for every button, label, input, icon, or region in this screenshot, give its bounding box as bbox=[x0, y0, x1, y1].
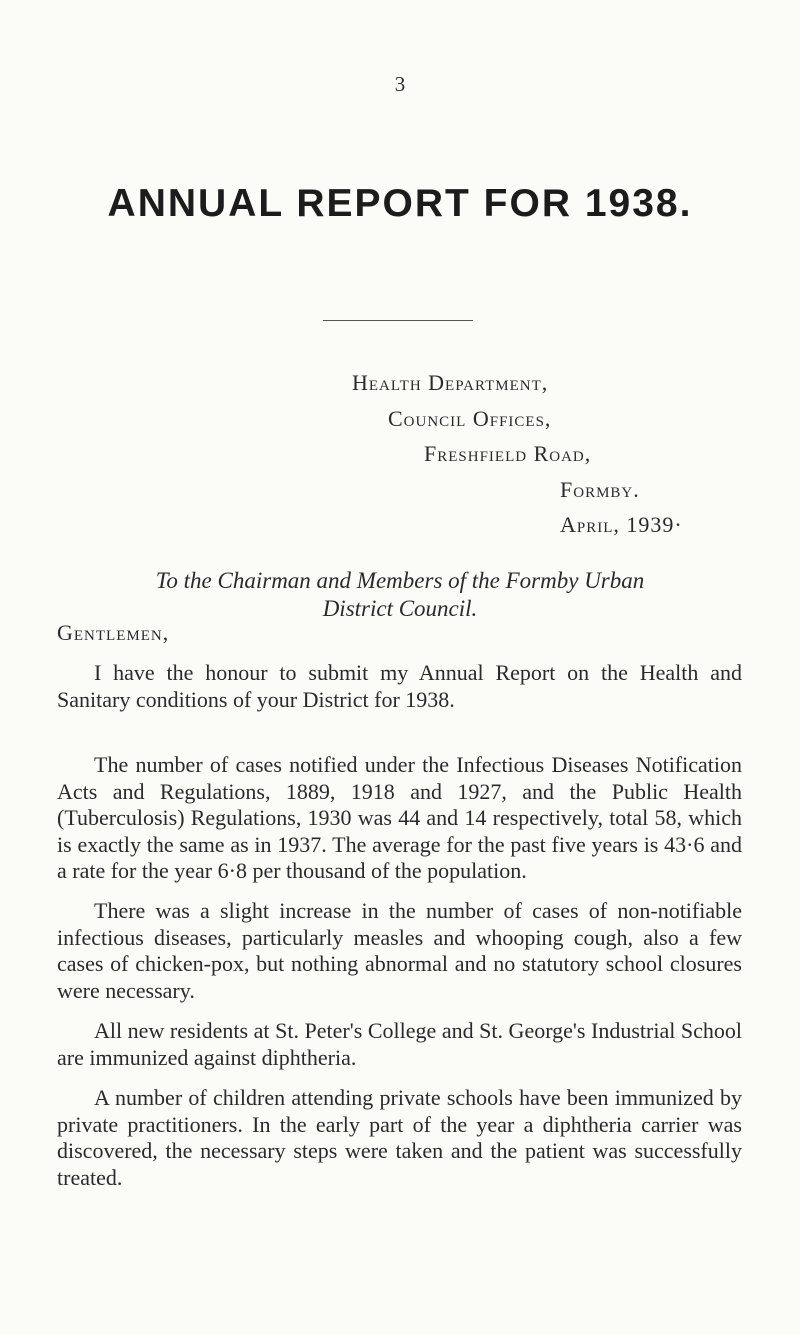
paragraph-non-notifiable: There was a slight increase in the number of cases of non-notifiable infectious diseases, particularly measles and whooping cough, also a few cases of chicken-pox, but nothing abnormal and no statutory school closures were necessary. bbox=[57, 898, 742, 1003]
page-number: 3 bbox=[394, 72, 406, 96]
paragraph-intro: I have the honour to submit my Annual Report on the Health and Sanitary conditions of your District for 1938. bbox=[57, 660, 742, 712]
salutation-line-1: To the Chairman and Members of the Formby Urban bbox=[155, 568, 645, 593]
salutation bbox=[0, 567, 800, 623]
paragraph-private-schools: A number of children attending private schools have been immunized by private practitioners. In the early part of the year a diphtheria carrier was discovered, the necessary steps were taken and the patient was successfully treated. bbox=[57, 1085, 742, 1190]
title-divider bbox=[323, 320, 473, 321]
address-line-date: April, 1939· bbox=[560, 512, 683, 537]
address-line-department: Health Department, bbox=[352, 370, 549, 395]
paragraph-notified-cases: The number of cases notified under the Infectious Diseases Notification Acts and Regulations, 1889, 1918 and 1927, and the Public Health (Tuberculosis) Regulations, 1930 was 44 and 14 respectively, total 58, which is exactly the same as in 1937. The average for the past five years is 43·6 and a rate for the year 6·8 per thousand of the population. bbox=[57, 752, 742, 883]
report-title: ANNUAL REPORT FOR 1938. bbox=[107, 182, 693, 225]
address-line-road: Freshfield Road, bbox=[424, 441, 592, 466]
paragraph-residents-immunized: All new residents at St. Peter's College and St. George's Industrial School are immunized against diphtheria. bbox=[57, 1018, 742, 1070]
salutation-line-2: District Council. bbox=[322, 596, 478, 621]
greeting: Gentlemen, bbox=[57, 620, 170, 645]
address-line-town: Formby. bbox=[560, 477, 640, 502]
address-line-offices: Council Offices, bbox=[388, 406, 552, 431]
